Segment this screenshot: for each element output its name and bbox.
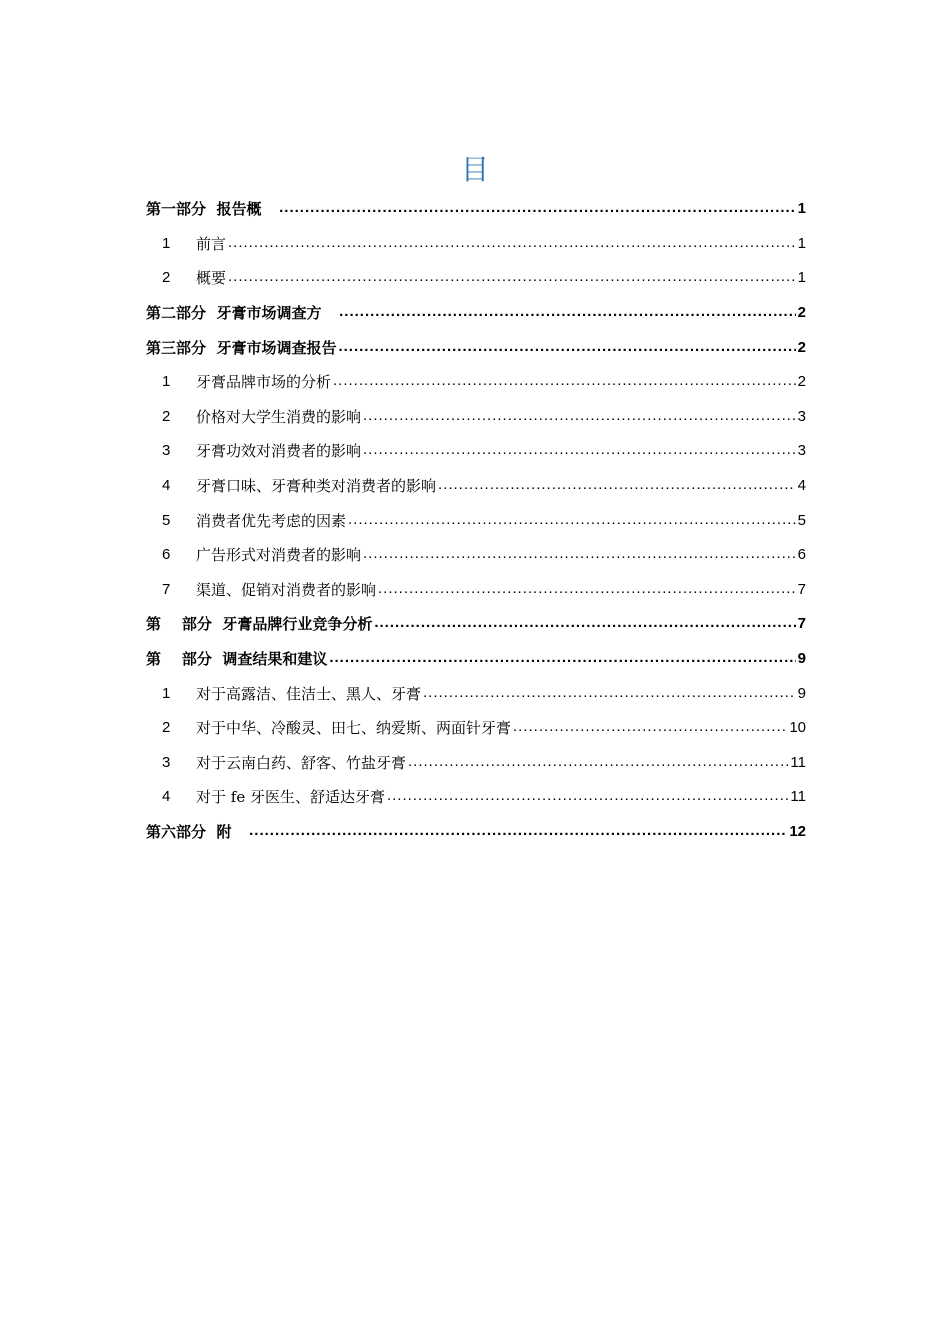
toc-entry-label: 广告形式对消费者的影响 (196, 546, 362, 565)
toc-dot-leader (228, 233, 796, 253)
toc-entry-label: 对于高露洁、佳洁士、黑人、牙膏 (196, 684, 422, 703)
toc-entry-number: 3 (162, 442, 171, 460)
toc-entry-page: 1 (797, 269, 806, 287)
toc-entry-page: 6 (797, 546, 806, 564)
toc-entry-2[interactable] (146, 227, 806, 262)
toc-dot-leader (279, 198, 796, 218)
toc-entry-number: 2 (162, 407, 171, 425)
toc-dot-leader (338, 337, 795, 357)
toc-title: 目 (460, 153, 489, 186)
toc-dot-leader (408, 752, 788, 772)
toc-entry-label: 价格对大学生消费的影响 (196, 407, 362, 426)
toc-entry-page: 7 (797, 615, 806, 633)
toc-entry-number: 2 (162, 719, 171, 737)
toc-entry-label: 对于云南白药、舒客、竹盐牙膏 (196, 753, 407, 772)
table-of-contents (146, 192, 806, 849)
toc-entry-page: 11 (790, 788, 806, 806)
toc-entry-9[interactable] (146, 469, 806, 504)
toc-entry-label: 第二部分 牙膏市场调查方 (146, 304, 338, 323)
toc-entry-number: 1 (162, 234, 171, 252)
toc-entry-8[interactable] (146, 434, 806, 469)
toc-entry-number: 4 (162, 788, 171, 806)
toc-entry-number: 2 (162, 269, 171, 287)
toc-dot-leader (363, 406, 796, 426)
toc-entry-page: 1 (797, 234, 806, 252)
toc-entry-label: 第 部分 调查结果和建议 (146, 650, 328, 669)
toc-entry-label: 对于 fe 牙医生、舒适达牙膏 (196, 788, 385, 807)
toc-entry-label: 对于中华、冷酸灵、田七、纳爱斯、两面针牙膏 (196, 719, 512, 738)
toc-entry-page: 7 (797, 580, 806, 598)
toc-entry-label: 消费者优先考虑的因素 (196, 511, 347, 530)
toc-entry-number: 3 (162, 753, 171, 771)
toc-entry-label: 第六部分 附 (146, 822, 248, 841)
toc-dot-leader (228, 267, 796, 287)
toc-entry-1[interactable] (146, 192, 806, 227)
toc-entry-17[interactable] (146, 746, 806, 781)
toc-entry-18[interactable] (146, 780, 806, 815)
toc-dot-leader (329, 648, 795, 668)
toc-entry-number: 1 (162, 373, 171, 391)
toc-dot-leader (363, 544, 796, 564)
toc-entry-page: 11 (790, 753, 806, 771)
toc-entry-5[interactable] (146, 330, 806, 365)
toc-entry-page: 9 (797, 650, 806, 668)
toc-entry-16[interactable] (146, 711, 806, 746)
toc-entry-page: 3 (797, 442, 806, 460)
toc-dot-leader (348, 510, 796, 530)
toc-dot-leader (333, 371, 796, 391)
toc-entry-12[interactable] (146, 573, 806, 608)
toc-dot-leader (438, 475, 796, 495)
toc-dot-leader (339, 302, 796, 322)
toc-dot-leader (387, 786, 788, 806)
toc-entry-label: 渠道、促销对消费者的影响 (196, 580, 377, 599)
toc-entry-number: 4 (162, 477, 171, 495)
toc-dot-leader (374, 613, 795, 633)
toc-entry-3[interactable] (146, 261, 806, 296)
toc-entry-label: 第 部分 牙膏品牌行业竞争分析 (146, 615, 373, 634)
toc-entry-10[interactable] (146, 503, 806, 538)
toc-dot-leader (378, 579, 796, 599)
toc-entry-page: 2 (797, 373, 806, 391)
toc-entry-7[interactable] (146, 400, 806, 435)
toc-entry-6[interactable] (146, 365, 806, 400)
toc-entry-number: 7 (162, 580, 171, 598)
toc-entry-page: 3 (797, 407, 806, 425)
toc-entry-number: 1 (162, 684, 171, 702)
toc-entry-page: 4 (797, 477, 806, 495)
toc-entry-label: 概要 (196, 269, 227, 288)
toc-entry-label: 第三部分 牙膏市场调查报告 (146, 338, 337, 357)
toc-entry-page: 2 (797, 304, 806, 322)
toc-entry-15[interactable] (146, 676, 806, 711)
toc-dot-leader (513, 717, 787, 737)
toc-entry-number: 5 (162, 511, 171, 529)
toc-entry-page: 9 (797, 684, 806, 702)
toc-entry-14[interactable] (146, 642, 806, 677)
toc-entry-13[interactable] (146, 607, 806, 642)
toc-entry-label: 第一部分 报告概 (146, 200, 278, 219)
toc-dot-leader (423, 683, 796, 703)
toc-entry-label: 前言 (196, 234, 227, 253)
toc-entry-page: 2 (797, 338, 806, 356)
toc-entry-19[interactable] (146, 815, 806, 850)
toc-entry-page: 1 (797, 200, 806, 218)
toc-entry-label: 牙膏口味、牙膏种类对消费者的影响 (196, 477, 437, 496)
toc-entry-4[interactable] (146, 296, 806, 331)
toc-entry-11[interactable] (146, 538, 806, 573)
toc-entry-label: 牙膏功效对消费者的影响 (196, 442, 362, 461)
toc-entry-number: 6 (162, 546, 171, 564)
toc-entry-page: 10 (789, 719, 806, 737)
toc-dot-leader (249, 821, 787, 841)
toc-dot-leader (363, 440, 796, 460)
toc-entry-page: 12 (789, 822, 806, 840)
toc-entry-page: 5 (797, 511, 806, 529)
toc-entry-label: 牙膏品牌市场的分析 (196, 373, 332, 392)
